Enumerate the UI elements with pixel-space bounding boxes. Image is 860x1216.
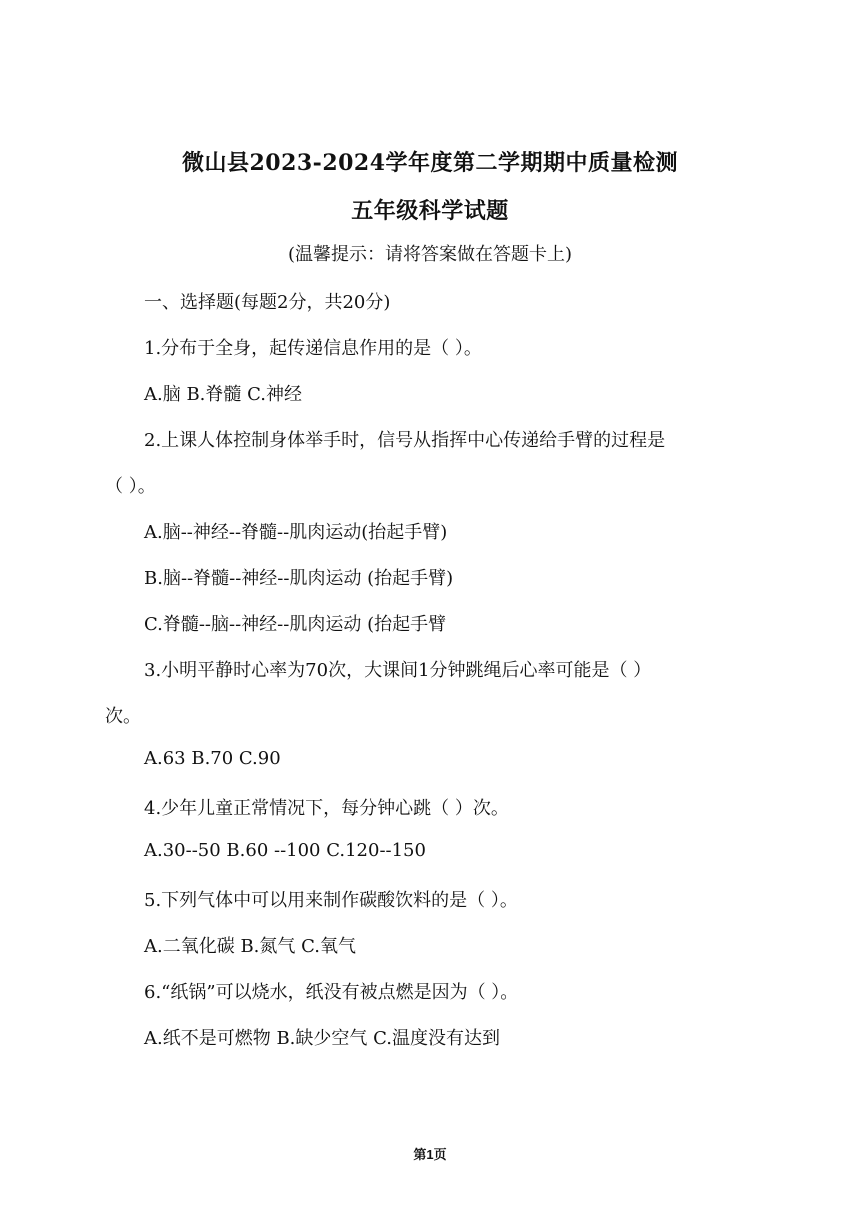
question-2-stem-cont: （ ）。: [105, 476, 156, 497]
question-5-stem: 5.下列气体中可以用来制作碳酸饮料的是（ ）。: [144, 890, 518, 911]
question-2-stem: 2.上课人体控制身体举手时，信号从指挥中心传递给手臂的过程是: [144, 430, 666, 451]
question-3-options: A.63 B.70 C.90: [144, 748, 281, 769]
exam-subtitle: 五年级科学试题: [351, 198, 509, 224]
question-4-options: A.30--50 B.60 --100 C.120--150: [144, 840, 426, 861]
question-2-option-b: B.脑--脊髓--神经--肌肉运动 (抬起手臂): [144, 568, 454, 589]
question-3-stem-cont: 次。: [105, 706, 141, 727]
page-number: 第1页: [413, 1147, 447, 1162]
question-1-options: A.脑 B.脊髓 C.神经: [144, 384, 302, 405]
question-6-stem: 6.“纸锅”可以烧水，纸没有被点燃是因为（ ）。: [144, 982, 519, 1003]
question-2-option-c: C.脊髓--脑--神经--肌肉运动 (抬起手臂: [144, 614, 447, 635]
question-1-stem: 1.分布于全身，起传递信息作用的是（ ）。: [144, 338, 482, 359]
question-5-options: A.二氧化碳 B.氮气 C.氧气: [144, 936, 356, 957]
question-6-options: A.纸不是可燃物 B.缺少空气 C.温度没有达到: [144, 1028, 500, 1049]
exam-title: 微山县2023-2024学年度第二学期期中质量检测: [181, 150, 679, 176]
question-4-stem: 4.少年儿童正常情况下，每分钟心跳（ ）次。: [144, 798, 509, 819]
section-heading: 一、选择题(每题2分，共20分): [144, 292, 391, 313]
exam-hint: (温馨提示：请将答案做在答题卡上): [287, 244, 573, 265]
question-3-stem: 3.小明平静时心率为70次，大课间1分钟跳绳后心率可能是（ ）: [144, 660, 652, 681]
question-2-option-a: A.脑--神经--脊髓--肌肉运动(抬起手臂): [144, 522, 448, 543]
